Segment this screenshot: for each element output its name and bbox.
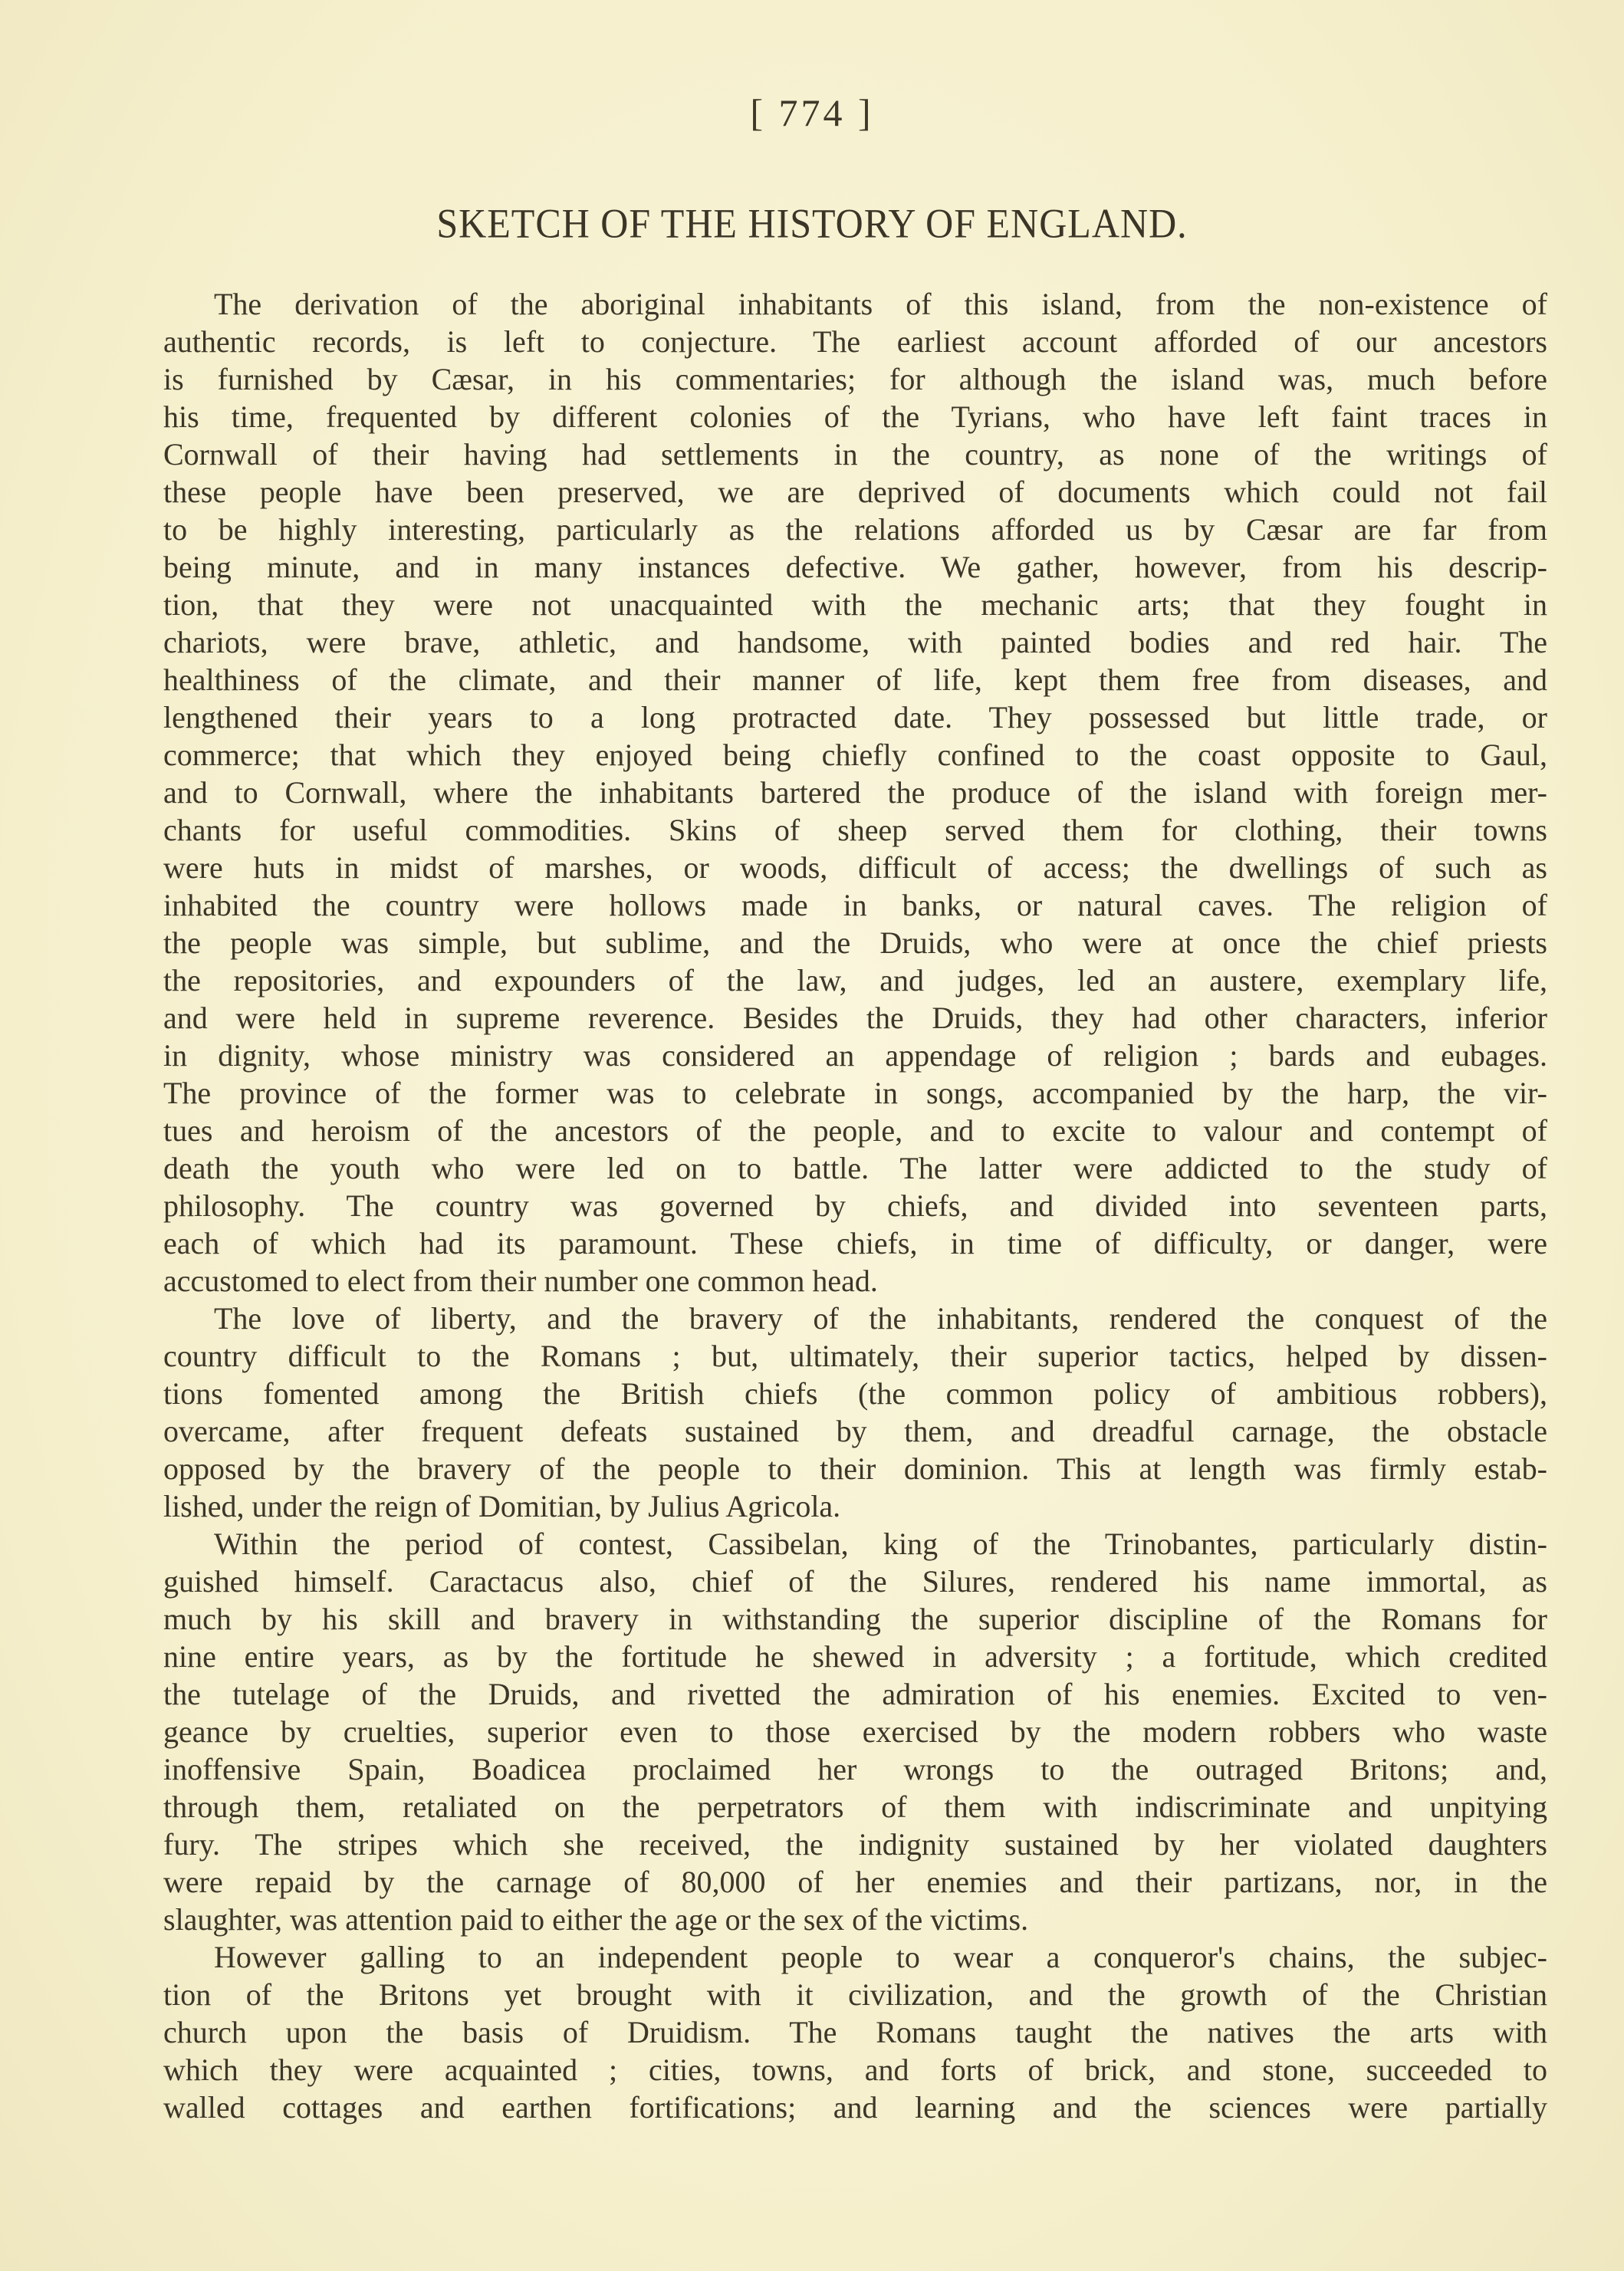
body-text xyxy=(163,285,1547,2126)
text-line: inoffensive Spain, Boadicea proclaimed her wrongs to the outraged Britons; and, xyxy=(163,1752,1547,1786)
paragraph xyxy=(163,1300,1547,1525)
text-line: healthiness of the climate, and their manner of life, kept them free from diseases, and xyxy=(163,662,1547,697)
text-line: tues and heroism of the ancestors of the people, and to excite to valour and contempt of xyxy=(163,1113,1547,1148)
text-line: were repaid by the carnage of 80,000 of her enemies and their partizans, nor, in the xyxy=(163,1865,1547,1899)
text-line: chants for useful commodities. Skins of sheep served them for clothing, their towns xyxy=(163,813,1547,847)
text-line: The derivation of the aboriginal inhabitants of this island, from the non-existence of xyxy=(214,287,1547,321)
text-line: church upon the basis of Druidism. The Romans taught the natives the arts with xyxy=(163,2015,1547,2049)
text-line: chariots, were brave, athletic, and handsome, with painted bodies and red hair. The xyxy=(163,625,1547,659)
text-line: fury. The stripes which she received, the indignity sustained by her violated daughters xyxy=(163,1827,1547,1862)
text-line: death the youth who were led on to battle. The latter were addicted to the study of xyxy=(163,1151,1547,1185)
text-line: his time, frequented by different colonies of the Tyrians, who have left faint traces in xyxy=(163,399,1547,434)
text-line: were huts in midst of marshes, or woods, difficult of access; the dwellings of such as xyxy=(163,850,1547,885)
text-line: authentic records, is left to conjecture. The earliest account afforded of our ancestors xyxy=(163,324,1547,359)
text-line: is furnished by Cæsar, in his commentaries; for although the island was, much before xyxy=(163,362,1547,396)
text-line: the repositories, and expounders of the law, and judges, led an austere, exemplary life, xyxy=(163,963,1547,997)
text-line: The province of the former was to celebrate in songs, accompanied by the harp, the vir- xyxy=(163,1076,1547,1110)
text-line: to be highly interesting, particularly as the relations afforded us by Cæsar are far from xyxy=(163,512,1547,547)
text-line: and were held in supreme reverence. Besides the Druids, they had other characters, inferior xyxy=(163,1001,1547,1035)
text-line: opposed by the bravery of the people to their dominion. This at length was firmly estab- xyxy=(163,1451,1547,1486)
paragraph xyxy=(163,1938,1547,2126)
text-line: much by his skill and bravery in withstanding the superior discipline of the Romans for xyxy=(163,1602,1547,1636)
text-line: tions fomented among the British chiefs (the common policy of ambitious robbers), xyxy=(163,1376,1547,1411)
page-number: [ 774 ] xyxy=(750,91,874,134)
text-line: slaughter, was attention paid to either the age or the sex of the victims. xyxy=(163,1902,1029,1937)
text-line: each of which had its paramount. These chiefs, in time of difficulty, or danger, were xyxy=(163,1226,1547,1260)
text-line: the tutelage of the Druids, and rivetted the admiration of his enemies. Excited to ven- xyxy=(163,1677,1547,1711)
text-line: philosophy. The country was governed by chiefs, and divided into seventeen parts, xyxy=(163,1188,1547,1223)
text-line: geance by cruelties, superior even to those exercised by the modern robbers who waste xyxy=(163,1714,1547,1749)
text-line: lished, under the reign of Domitian, by Julius Agricola. xyxy=(163,1489,841,1523)
text-line: in dignity, whose ministry was considered an appendage of religion ; bards and eubages. xyxy=(163,1038,1547,1073)
text-line: guished himself. Caractacus also, chief of the Silures, rendered his name immortal, as xyxy=(163,1564,1547,1599)
text-line: nine entire years, as by the fortitude he shewed in adversity ; a fortitude, which credited xyxy=(163,1639,1547,1674)
text-line: which they were acquainted ; cities, towns, and forts of brick, and stone, succeeded to xyxy=(163,2052,1547,2087)
text-line: commerce; that which they enjoyed being chiefly confined to the coast opposite to Gaul, xyxy=(163,738,1547,772)
text-line: tion, that they were not unacquainted with the mechanic arts; that they fought in xyxy=(163,587,1547,622)
text-line: overcame, after frequent defeats sustained by them, and dreadful carnage, the obstacle xyxy=(163,1414,1547,1448)
paragraph xyxy=(163,285,1547,1300)
text-line: country difficult to the Romans ; but, ultimately, their superior tactics, helped by dissen- xyxy=(163,1339,1547,1373)
text-line: accustomed to elect from their number one common head. xyxy=(163,1264,878,1298)
text-line: tion of the Britons yet brought with it civilization, and the growth of the Christian xyxy=(163,1977,1547,2012)
text-line: walled cottages and earthen fortifications; and learning and the sciences were partially xyxy=(163,2090,1547,2125)
text-line: the people was simple, but sublime, and the Druids, who were at once the chief priests xyxy=(163,925,1547,960)
page-title: SKETCH OF THE HISTORY OF ENGLAND. xyxy=(436,199,1188,247)
text-line: The love of liberty, and the bravery of the inhabitants, rendered the conquest of the xyxy=(214,1301,1547,1336)
text-line: these people have been preserved, we are deprived of documents which could not fail xyxy=(163,475,1547,509)
text-line: through them, retaliated on the perpetrators of them with indiscriminate and unpitying xyxy=(163,1790,1547,1824)
text-line: inhabited the country were hollows made in banks, or natural caves. The religion of xyxy=(163,888,1547,922)
text-line: and to Cornwall, where the inhabitants bartered the produce of the island with foreign mer- xyxy=(163,775,1547,810)
text-line: However galling to an independent people to wear a conqueror's chains, the subjec- xyxy=(214,1940,1547,1974)
text-line: Within the period of contest, Cassibelan, king of the Trinobantes, particularly distin- xyxy=(214,1527,1547,1561)
text-line: Cornwall of their having had settlements in the country, as none of the writings of xyxy=(163,437,1547,472)
text-line: being minute, and in many instances defective. We gather, however, from his descrip- xyxy=(163,550,1547,584)
text-line: lengthened their years to a long protracted date. They possessed but little trade, or xyxy=(163,700,1547,735)
paragraph xyxy=(163,1525,1547,1938)
